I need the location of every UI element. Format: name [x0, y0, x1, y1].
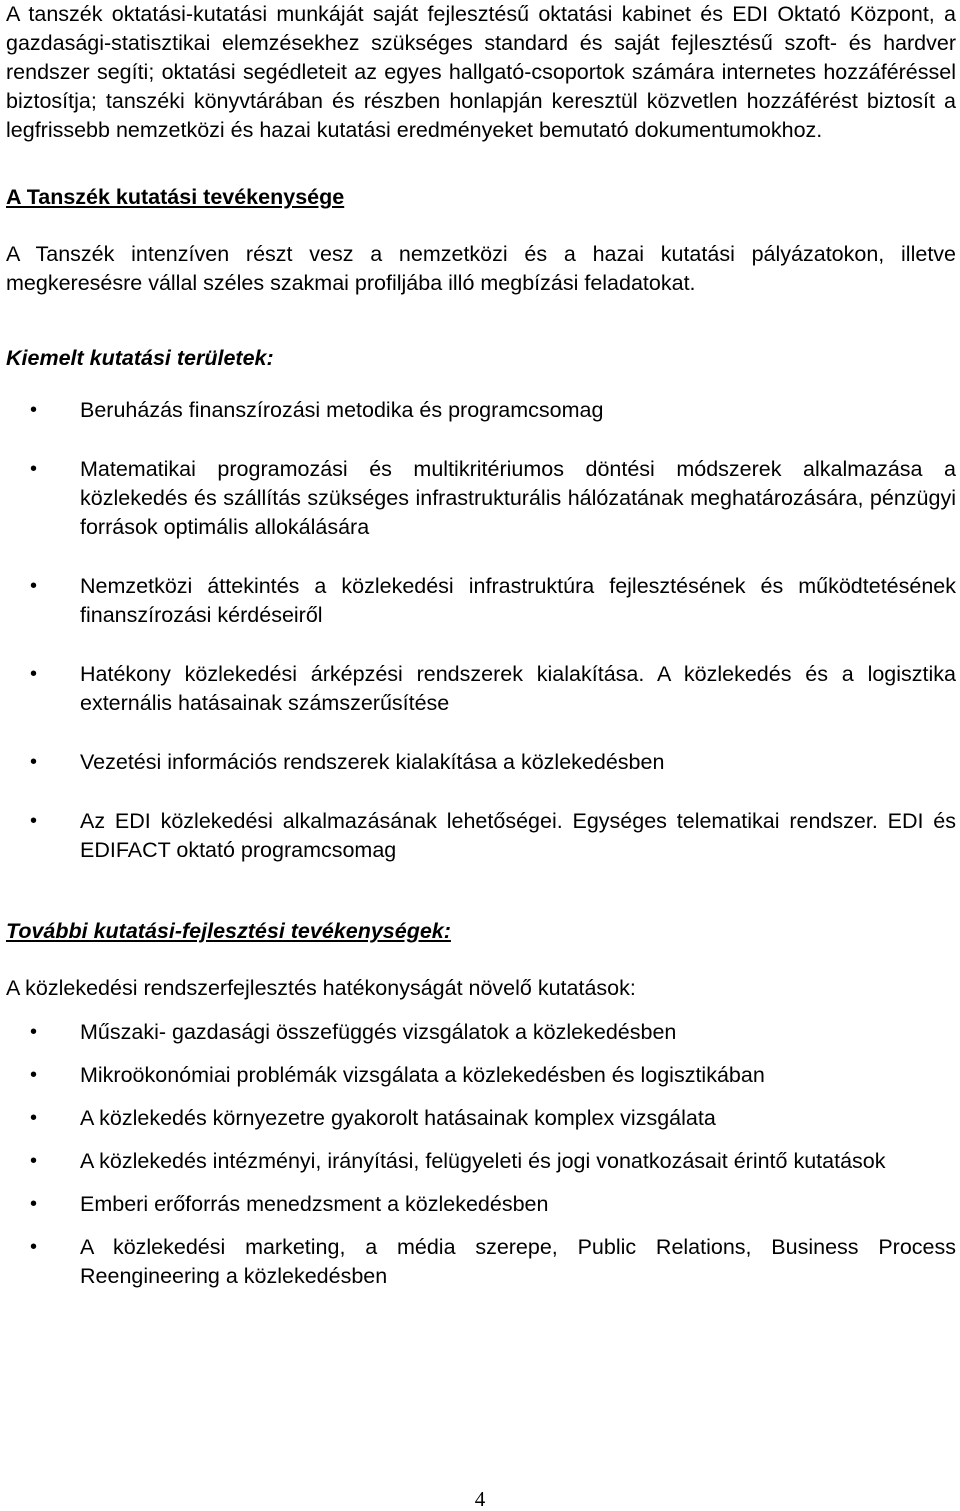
list-item — [6, 396, 956, 425]
list-item — [6, 1190, 956, 1219]
further-rd-list — [6, 1018, 956, 1291]
bullet-icon: • — [30, 1021, 38, 1043]
list-item — [6, 1018, 956, 1047]
list-item — [6, 660, 956, 718]
section-heading-key-areas: Kiemelt kutatási területek: — [6, 346, 274, 370]
bullet-icon: • — [30, 810, 38, 832]
list-item-text: Nemzetközi áttekintés a közlekedési infrastruktúra fejlesztésének és működtetésének finanszírozási kérdéseiről — [80, 574, 956, 627]
list-item-text: Az EDI közlekedési alkalmazásának lehetőségei. Egységes telematikai rendszer. EDI és EDIFACT oktató programcsomag — [80, 809, 956, 862]
list-item-text: Beruházás finanszírozási metodika és programcsomag — [80, 398, 604, 422]
list-item-text: A közlekedés környezetre gyakorolt hatásainak komplex vizsgálata — [80, 1106, 716, 1130]
list-item — [6, 1147, 956, 1176]
list-item — [6, 1061, 956, 1090]
intro-paragraph: A tanszék oktatási-kutatási munkáját saját fejlesztésű oktatási kabinet és EDI Oktató Központ, a gazdasági-statisztikai elemzésekhez szükséges standard és saját fejlesztésű szoft- és hardver rendszer segíti; oktatási segédleteit az egyes hallgató-csoportok számára internetes hozzáféréssel biztosítja; tanszéki könyvtárában és részben honlapján keresztül közvetlen hozzáférést biztosít a legfrissebb nemzetközi és hazai kutatási eredményeket bemutató dokumentumokhoz. — [6, 2, 956, 142]
list-item — [6, 748, 956, 777]
bullet-icon: • — [30, 1193, 38, 1215]
bullet-icon: • — [30, 575, 38, 597]
list-item — [6, 572, 956, 630]
bullet-icon: • — [30, 1150, 38, 1172]
list-item-text: A közlekedés intézményi, irányítási, felügyeleti és jogi vonatkozásait érintő kutatások — [80, 1149, 886, 1173]
list-item — [6, 807, 956, 865]
section-heading-research: A Tanszék kutatási tevékenysége — [6, 185, 345, 209]
list-item-text: A közlekedési marketing, a média szerepe, Public Relations, Business Process Reengineering a közlekedésben — [80, 1235, 956, 1288]
further-rd-lead: A közlekedési rendszerfejlesztés hatékonyságát növelő kutatások: — [6, 976, 636, 1000]
page-number: 4 — [474, 1487, 486, 1511]
list-item-text: Vezetési információs rendszerek kialakítása a közlekedésben — [80, 750, 665, 774]
list-item — [6, 1104, 956, 1133]
list-item-text: Mikroökonómiai problémák vizsgálata a közlekedésben és logisztikában — [80, 1063, 765, 1087]
bullet-icon: • — [30, 663, 38, 685]
document-page — [6, 0, 956, 1291]
bullet-icon: • — [30, 1236, 38, 1258]
bullet-icon: • — [30, 399, 38, 421]
bullet-icon: • — [30, 458, 38, 480]
list-item-text: Emberi erőforrás menedzsment a közlekedésben — [80, 1192, 549, 1216]
list-item-text: Műszaki- gazdasági összefüggés vizsgálatok a közlekedésben — [80, 1020, 677, 1044]
list-item-text: Hatékony közlekedési árképzési rendszerek kialakítása. A közlekedés és a logisztika externális hatásainak számszerűsítése — [80, 662, 956, 715]
bullet-icon: • — [30, 1064, 38, 1086]
list-item — [6, 455, 956, 542]
bullet-icon: • — [30, 751, 38, 773]
section-heading-further-rd: További kutatási-fejlesztési tevékenységek: — [6, 919, 451, 943]
bullet-icon: • — [30, 1107, 38, 1129]
list-item-text: Matematikai programozási és multikritériumos döntési módszerek alkalmazása a közlekedés és szállítás szükséges infrastrukturális hálózatának meghatározására, pénzügyi források optimális allokálására — [80, 457, 956, 539]
list-item — [6, 1233, 956, 1291]
research-paragraph: A Tanszék intenzíven részt vesz a nemzetközi és a hazai kutatási pályázatokon, illetve megkeresésre vállal széles szakmai profiljába illó megbízási feladatokat. — [6, 242, 956, 295]
key-areas-list — [6, 396, 956, 865]
